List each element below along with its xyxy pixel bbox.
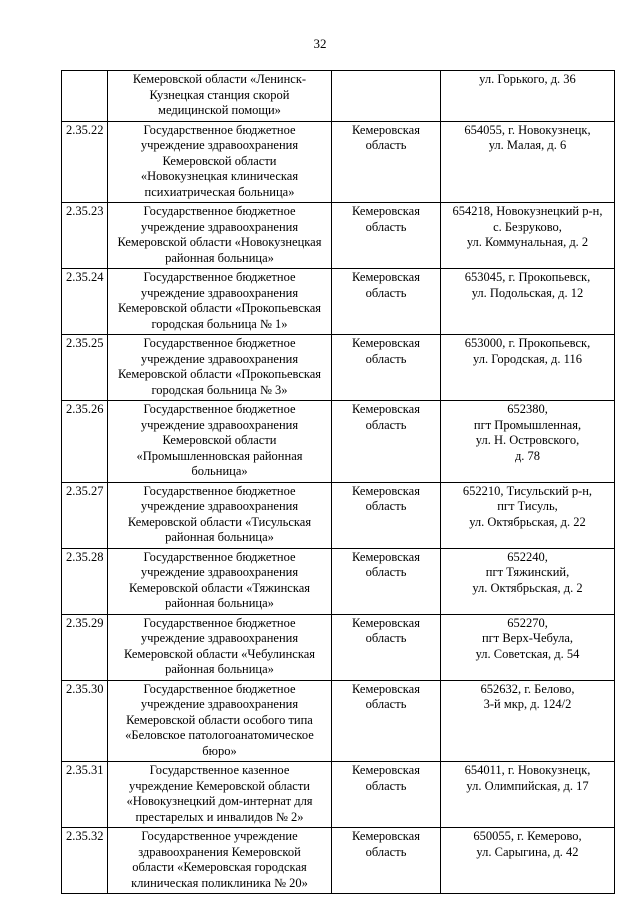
region-line: Кемеровская (352, 270, 420, 284)
region-line: Кемеровская (352, 763, 420, 777)
address-cell (441, 121, 615, 203)
address-line: ул. Подольская, д. 12 (471, 285, 584, 300)
institution-name-line: учреждение здравоохранения (140, 499, 299, 513)
table-row (62, 548, 615, 614)
institution-name-line: Государственное бюджетное (143, 549, 296, 564)
region-cell (332, 828, 441, 894)
region-cell (332, 614, 441, 680)
region-cell (332, 548, 441, 614)
address-line: пгт Тяжинский, (485, 565, 570, 579)
institution-name-line: медицинской помощи» (158, 103, 281, 117)
region-line: область (365, 565, 407, 579)
institution-name-cell (108, 71, 332, 122)
institution-name-line: Кемеровской области «Прокопьевская (117, 301, 322, 315)
address-cell (441, 482, 615, 548)
address-line: 654011, г. Новокузнецк, (464, 763, 591, 777)
item-number-cell: 2.35.24 (62, 269, 108, 335)
address-line: 652270, (507, 615, 548, 630)
region-line: область (365, 417, 407, 432)
institution-name-line: области «Кемеровская городская (132, 860, 307, 874)
item-number-cell: 2.35.29 (62, 614, 108, 680)
institution-name-line: Кемеровской области особого типа (126, 712, 313, 727)
address-line: ул. Советская, д. 54 (475, 646, 580, 661)
region-line: Кемеровская (352, 829, 420, 843)
institution-name-line: учреждение здравоохранения (140, 138, 299, 152)
address-cell (441, 401, 615, 483)
address-line: 654218, Новокузнецкий р-н, (452, 204, 603, 218)
institution-name-line: Кемеровской области (162, 433, 277, 447)
address-line: 653000, г. Прокопьевск, (464, 336, 591, 350)
institution-name-line: городская больница № 3» (151, 382, 288, 397)
address-line: 653045, г. Прокопьевск, (464, 270, 591, 284)
region-cell (332, 482, 441, 548)
institution-name-line: Государственное бюджетное (143, 204, 296, 218)
address-line: ул. Горького, д. 36 (479, 72, 576, 86)
institution-name-line: учреждение здравоохранения (140, 285, 299, 300)
address-cell (441, 548, 615, 614)
table-row (62, 680, 615, 762)
institution-name-line: учреждение здравоохранения (140, 417, 299, 432)
region-cell (332, 401, 441, 483)
institution-name-cell (108, 614, 332, 680)
institution-name-line: бюро» (202, 743, 237, 758)
region-cell (332, 335, 441, 401)
region-line: область (365, 778, 407, 793)
address-cell (441, 762, 615, 828)
institution-name-line: Кузнецкая станция скорой (149, 87, 290, 102)
institution-name-cell (108, 121, 332, 203)
item-number-cell (62, 71, 108, 122)
region-line: область (365, 499, 407, 513)
institution-name-line: «Беловское патологоанатомическое (125, 728, 314, 742)
institution-name-cell (108, 680, 332, 762)
institution-name-cell (108, 269, 332, 335)
address-cell (441, 335, 615, 401)
address-line: ул. Октябрьская, д. 22 (469, 514, 586, 529)
item-number-cell: 2.35.23 (62, 203, 108, 269)
institution-name-line: учреждение здравоохранения (140, 351, 299, 366)
item-number-cell: 2.35.30 (62, 680, 108, 762)
table-row (62, 828, 615, 894)
institution-name-line: районная больница» (165, 530, 274, 544)
region-line: Кемеровская (352, 483, 420, 498)
region-cell (332, 680, 441, 762)
institution-name-cell (108, 203, 332, 269)
institution-name-line: клиническая поликлиника № 20» (131, 875, 308, 890)
institution-name-line: Государственное бюджетное (143, 483, 296, 498)
institution-name-line: «Новокузнецкий дом-интернат для (126, 794, 313, 808)
item-number-cell: 2.35.22 (62, 121, 108, 203)
registry-table (61, 70, 615, 894)
region-line: область (365, 138, 407, 152)
region-line: Кемеровская (352, 402, 420, 416)
institution-name-line: Кемеровской области (162, 153, 277, 168)
address-line: пгт Тисуль, (497, 499, 558, 513)
institution-name-line: Государственное бюджетное (143, 402, 296, 416)
region-cell (332, 121, 441, 203)
address-cell (441, 614, 615, 680)
region-line: Кемеровская (352, 204, 420, 218)
region-line: область (365, 285, 407, 300)
institution-name-cell (108, 482, 332, 548)
institution-name-line: Государственное казенное (149, 763, 290, 777)
institution-name-cell (108, 548, 332, 614)
institution-name-line: учреждение здравоохранения (140, 219, 299, 234)
region-line: область (365, 219, 407, 234)
address-line: 3-й мкр, д. 124/2 (483, 697, 572, 711)
region-line: Кемеровская (352, 336, 420, 350)
table-row (62, 762, 615, 828)
address-line: ул. Н. Островского, (475, 433, 580, 447)
region-cell (332, 269, 441, 335)
institution-name-line: районная больница» (165, 250, 274, 265)
address-line: 652210, Тисульский р-н, (462, 483, 593, 498)
institution-name-cell (108, 828, 332, 894)
institution-name-line: престарелых и инвалидов № 2» (135, 809, 304, 824)
item-number-cell: 2.35.28 (62, 548, 108, 614)
item-number-cell: 2.35.25 (62, 335, 108, 401)
table-row (62, 269, 615, 335)
item-number-cell: 2.35.26 (62, 401, 108, 483)
table-row (62, 71, 615, 122)
region-line: Кемеровская (352, 549, 420, 564)
institution-name-line: «Новокузнецкая клиническая (140, 169, 299, 183)
table-row (62, 203, 615, 269)
address-line: с. Безруково, (493, 219, 562, 234)
address-line: 650055, г. Кемерово, (473, 829, 582, 843)
institution-name-line: учреждение Кемеровской области (129, 778, 310, 793)
address-cell (441, 680, 615, 762)
region-line: область (365, 697, 407, 711)
address-cell (441, 203, 615, 269)
table-row (62, 121, 615, 203)
address-line: ул. Коммунальная, д. 2 (466, 235, 589, 249)
address-line: 652632, г. Белово, (480, 681, 575, 696)
registry-table-body (62, 71, 615, 894)
region-cell (332, 762, 441, 828)
institution-name-line: психиатрическая больница» (144, 184, 295, 199)
table-row (62, 401, 615, 483)
address-line: ул. Городская, д. 116 (473, 351, 582, 366)
institution-name-cell (108, 762, 332, 828)
institution-name-line: Государственное бюджетное (143, 615, 296, 630)
institution-name-line: здравоохранения Кемеровской (138, 844, 301, 859)
region-line: Кемеровская (352, 122, 420, 137)
address-line: ул. Сарыгина, д. 42 (476, 844, 579, 859)
table-row (62, 482, 615, 548)
institution-name-line: районная больница» (165, 662, 274, 676)
address-line: 654055, г. Новокузнецк, (464, 122, 591, 137)
address-line: пгт Промышленная, (473, 417, 582, 432)
region-cell (332, 71, 441, 122)
region-line: область (365, 844, 407, 859)
table-row (62, 614, 615, 680)
institution-name-line: Государственное бюджетное (143, 681, 296, 696)
institution-name-line: Кемеровской области «Прокопьевская (117, 367, 322, 381)
address-line: 652240, (507, 549, 548, 564)
institution-name-cell (108, 335, 332, 401)
address-line: ул. Малая, д. 6 (488, 138, 567, 152)
institution-name-line: учреждение здравоохранения (140, 565, 299, 579)
region-line: Кемеровская (352, 615, 420, 630)
address-cell (441, 269, 615, 335)
address-line: д. 78 (514, 448, 541, 463)
institution-name-line: Государственное бюджетное (143, 122, 296, 137)
table-row (62, 335, 615, 401)
region-line: Кемеровская (352, 681, 420, 696)
address-line: ул. Октябрьская, д. 2 (472, 580, 583, 595)
institution-name-line: Государственное бюджетное (143, 336, 296, 350)
institution-name-line: Кемеровской области «Ленинск- (132, 72, 307, 86)
page-number: 32 (313, 36, 327, 51)
institution-name-line: «Промышленновская районная (136, 448, 303, 463)
region-line: область (365, 631, 407, 645)
item-number-cell: 2.35.27 (62, 482, 108, 548)
address-line: 652380, (507, 402, 548, 416)
institution-name-cell (108, 401, 332, 483)
institution-name-line: районная больница» (165, 596, 274, 610)
institution-name-line: больница» (191, 464, 248, 478)
address-cell (441, 828, 615, 894)
address-line: ул. Олимпийская, д. 17 (466, 778, 589, 793)
institution-name-line: Кемеровской области «Тяжинская (128, 580, 311, 595)
item-number-cell: 2.35.32 (62, 828, 108, 894)
institution-name-line: Кемеровской области «Новокузнецкая (117, 235, 322, 249)
institution-name-line: городская больница № 1» (151, 316, 288, 331)
institution-name-line: учреждение здравоохранения (140, 631, 299, 645)
address-cell (441, 71, 615, 122)
region-cell (332, 203, 441, 269)
region-line: область (365, 351, 407, 366)
institution-name-line: Кемеровской области «Чебулинская (123, 646, 315, 661)
institution-name-line: Кемеровской области «Тисульская (127, 514, 312, 529)
institution-name-line: учреждение здравоохранения (140, 697, 299, 711)
item-number-cell: 2.35.31 (62, 762, 108, 828)
institution-name-line: Государственное учреждение (141, 829, 298, 843)
address-line: пгт Верх-Чебула, (481, 631, 574, 645)
institution-name-line: Государственное бюджетное (143, 270, 296, 284)
